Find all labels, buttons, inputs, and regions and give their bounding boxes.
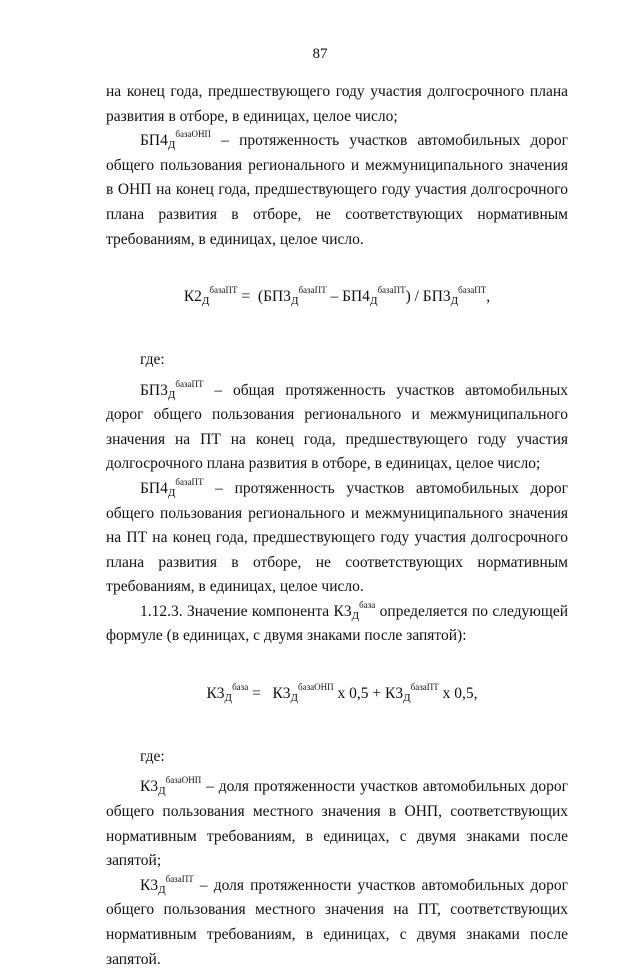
formula-k2: $К2_Д^{базаПТ} = (БП3_Д^{базаПТ} - БП4_Д^{базаПТ}) / БП3_Д^{базаПТ}$,	[183, 284, 491, 307]
where-label-2: где:	[140, 747, 165, 765]
symbol-k3-onp: $К3_Д^{базаОНП}$	[140, 775, 202, 798]
definition-bp4-pt: $БП4_Д^{базаПТ}$ – протяженность участков автомобильных дорог общего пользования регионального и межмуниципального значения на ПТ на конец года, предшествующего году участия долгосрочного плана развития в отборе, не соответствующих нормативным требованиям, в единицах, целое число.	[106, 476, 568, 596]
symbol-k3-baza: $К3_Д^{база}$	[333, 599, 376, 622]
symbol-bp3-pt: $БП3_Д^{базаПТ}$	[140, 378, 204, 401]
formula-k3: $К3_Д^{база} = К3_Д^{базаОНП}$ х $0,5 + К3_Д^{базаПТ}$ х 0,5,	[206, 681, 478, 704]
symbol-k3-pt: $К3_Д^{базаПТ}$	[140, 873, 194, 896]
definition-k3-onp: $К3_Д^{базаОНП}$ – доля протяженности участков автомобильных дорог общего пользования местного значения в ОНП, соответствующих нормативным требованиям, в единицах, с двумя знаками после запятой;	[106, 775, 568, 870]
paragraph-1-12-3: 1.12.3. Значение компонента $К3_Д^{база}$ определяется по следующей формуле (в единицах, с двумя знаками после запятой):	[106, 599, 568, 645]
symbol-bp4-pt: $БП4_Д^{базаПТ}$	[140, 476, 204, 499]
definition-bp4-onp: $БП4_Д^{базаОНП}$ – протяженность участков автомобильных дорог общего пользования регионального и межмуниципального значения в ОНП на конец года, предшествующего году участия долгосрочного плана развития в отборе, не соответствующих нормативным требованиям, в единицах, целое число.	[106, 129, 568, 248]
definition-bp3-pt: $БП3_Д^{базаПТ}$ – общая протяженность участков автомобильных дорог общего пользования регионального и межмуниципального значения на ПТ на конец года, предшествующего году участия долгосрочного плана развития в отборе, в единицах, целое число;	[106, 378, 568, 473]
page-number: 87	[312, 46, 328, 62]
definition-k3-pt: $К3_Д^{базаПТ}$ – доля протяженности участков автомобильных дорог общего пользования местного значения на ПТ, соответствующих нормативным требованиям, в единицах, с двумя знаками после запятой.	[106, 873, 568, 968]
symbol-bp4-onp: $БП4_Д^{базаОНП}$	[140, 129, 211, 152]
where-label: где:	[140, 350, 165, 368]
document-body	[106, 80, 568, 972]
paragraph-continuation: на конец года, предшествующего году участия долгосрочного плана развития в отборе, в единицах, целое число;	[106, 83, 568, 125]
